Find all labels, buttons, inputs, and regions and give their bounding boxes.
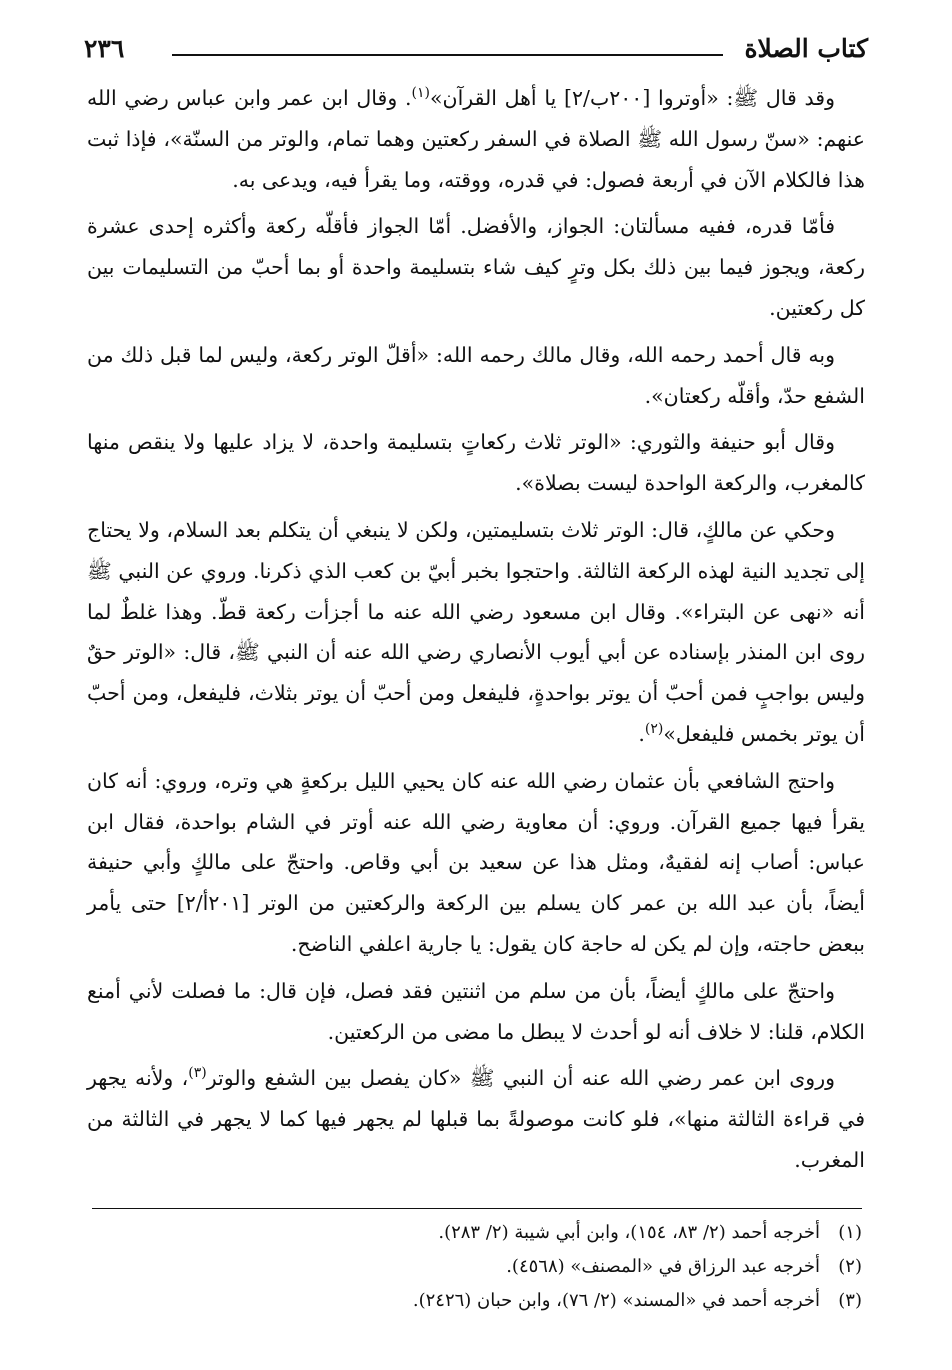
footnote-text: أخرجه أحمد (٢/ ٨٣، ١٥٤)، وابن أبي شيبة (٢/ ٢٨٣). (438, 1222, 820, 1243)
paragraph (87, 510, 865, 761)
paragraph (87, 78, 865, 206)
footnote-number: (٣) (838, 1290, 862, 1311)
footnote-rule (92, 1208, 862, 1209)
paragraph-text: واحتج الشافعي بأن عثمان رضي الله عنه كان يحيي الليل بركعةٍ هي وتره، وروي: أنه كان يقرأ فيها جميع القرآن. وروي: أن معاوية رضي الله عنه أوتر في الشام بواحدة، فقال ابن عباس: أصاب إنه لفقيهٌ، ومثل هذا عن سعيد بن أبي وقاص. واحتجّ على مالكٍ وأبي حنيفة أيضاً، بأن عبد الله بن عمر كان يسلم بين الركعة والركعتين من الوتر [٢٠١أ/٢] حتى يأمر ببعض حاجته، وإن لم يكن له حاجة كان يقول: يا جارية اعلفي الناضح. (87, 768, 865, 956)
paragraph-text: وحكي عن مالكٍ، قال: الوتر ثلاث بتسليمتين، ولكن لا ينبغي أن يتكلم بعد السلام، ولا يحتاج إلى تجديد النية لهذه الركعة الثالثة. واحتجوا بخبر أبيّ بن كعب الذي ذكرنا. وروي عن النبي ﷺ أنه «نهى عن البتراء». وقال ابن مسعود رضي الله عنه ما أجزأت ركعة قطّ. وهذا غلطٌ لما روى ابن المنذر بإسناده عن أبي أيوب الأنصاري رضي الله عنه أن النبي ﷺ، قال: «الوتر حقٌ وليس بواجبٍ فمن أحبّ أن يوتر بواحدةٍ، فليفعل ومن أحبّ أن يوتر بثلاث، فليفعل، ومن أحبّ أن يوتر بخمس فليفعل» (87, 517, 865, 746)
footnote-text: أخرجه عبد الرزاق في «المصنف» (٤٥٦٨). (506, 1256, 820, 1277)
paragraph-text: وبه قال أحمد رحمه الله، وقال مالك رحمه الله: «أقلّ الوتر ركعة، وليس لما قبل ذلك من الشفع حدّ، وأقلّه ركعتان». (87, 342, 865, 408)
paragraph-text: . وقال ابن عمر وابن عباس رضي الله عنهم: «سنّ رسول الله ﷺ الصلاة في السفر ركعتين وهما تمام، والوتر من السنّة»، فإذا ثبت هذا فالكلام الآن في أربعة فصول: في قدره، ووقته، وما يقرأ فيه، ويدعى به. (87, 86, 865, 192)
page-header (84, 30, 868, 70)
paragraph-text: وقد قال ﷺ: «أوتروا [٢٠٠ب/٢] يا أهل القرآن» (429, 86, 835, 110)
paragraph (87, 1058, 865, 1186)
paragraph-text: ، ولأنه يجهر في قراءة الثالثة منها»، فلو كانت موصولةً بما قبلها لم يجهر فيها كما لا يجهر في الثالثة من المغرب. (87, 1066, 865, 1172)
footnote (88, 1216, 862, 1250)
paragraph (87, 761, 865, 971)
footnote-text: أخرجه أحمد في «المسند» (٢/ ٧٦)، وابن حبان (٢٤٢٦). (412, 1290, 820, 1311)
main-text (87, 78, 865, 1187)
paragraph-text: فأمّا قدره، ففيه مسألتان: الجواز، والأفضل. أمّا الجواز فأقلّه ركعة وأكثره إحدى عشرة ركعة، ويجوز فيما بين ذلك بكل وترٍ كيف شاء بتسليمة واحدة أو بما أحبّ من التسليمات بين كل ركعتين. (87, 214, 865, 320)
footnote (88, 1284, 862, 1318)
chapter-title: كتاب الصلاة (744, 34, 868, 63)
paragraph-text: وقال أبو حنيفة والثوري: «الوتر ثلاث ركعاتٍ بتسليمة واحدة، لا يزاد عليها ولا ينقص منها كالمغرب، والركعة الواحدة ليست بصلاة». (87, 430, 865, 496)
footnote-number: (٢) (838, 1256, 862, 1277)
header-rule (172, 54, 723, 56)
paragraph-text: وروى ابن عمر رضي الله عنه أن النبي ﷺ «كان يفصل بين الشفع والوتر (206, 1066, 835, 1091)
footnote-ref: (٣) (188, 1065, 207, 1082)
paragraph-text: . (638, 721, 645, 746)
footnote (88, 1250, 862, 1284)
footnote-number: (١) (838, 1222, 862, 1243)
footnote-ref: (٢) (644, 721, 664, 738)
paragraph (87, 206, 865, 334)
footnotes (88, 1216, 862, 1318)
paragraph-text: واحتجّ على مالكٍ أيضاً، بأن من سلم من اثنتين فقد فصل، فإن قال: ما فصلت لأني أمنع الكلام، قلنا: لا خلاف أنه لو أحدث لا يبطل ما مضى من الركعتين. (87, 978, 865, 1044)
footnote-ref: (١) (411, 85, 430, 102)
paragraph (87, 422, 865, 510)
paragraph (87, 971, 865, 1059)
page-number: ٢٣٦ (84, 34, 125, 63)
paragraph (87, 335, 865, 423)
